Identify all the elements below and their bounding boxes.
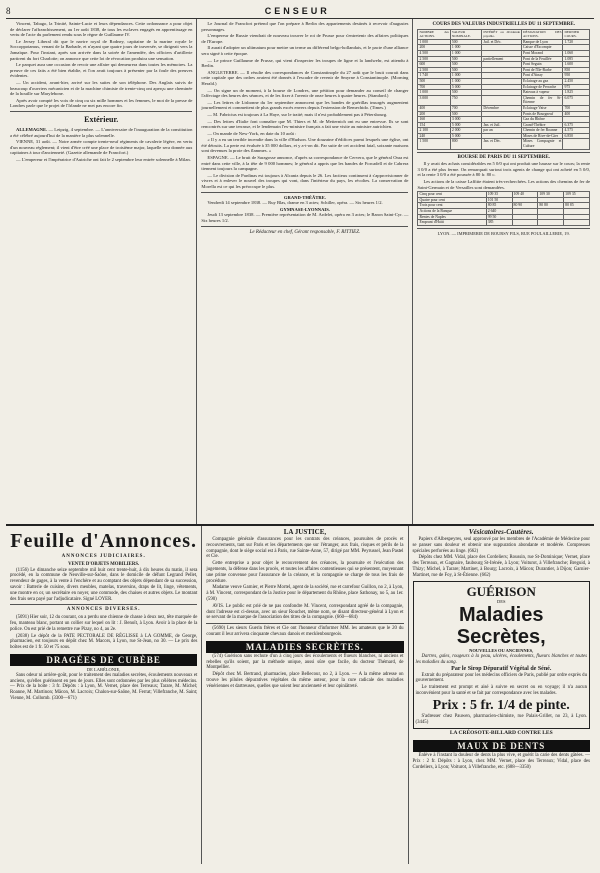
- table-cell: Jan. et Déc.: [482, 139, 522, 149]
- divider: [201, 192, 408, 193]
- table-cell: 500: [450, 67, 481, 73]
- guerison-des: DES: [496, 598, 506, 604]
- col-header: VALEUR NOMINALE.: [450, 29, 481, 39]
- theatre-heading: GRAND-THÉÂTRE.: [283, 194, 326, 200]
- ad-text: Sans odeur ni arrière-goût, pour le traitement des maladies secrètes, écoulements nouveaux et anciens, qu'elles guérissent en peu de jours. Elles sont ordonnées par les plus célèbres médecins. — Prix de la boîte : 3 fr. Dépôts : à Lyon, M. Vernet, place des Terreaux; Tarare, M. Michel; Roanne, M. Martinon; Mâcon, M. Lacroix; Chalon-sur-Saône, M. Ferrat; Villefranche, M. Saint; Vienne, M. Collomb. (3300—671): [10, 672, 198, 701]
- article-paragraph: — M. Fabricius est toujours à La Haye, sur le traité; mais il n'est probablement pas à Pétersbourg.: [207, 111, 388, 117]
- table-cell: 80 90: [512, 203, 538, 209]
- guerison-title: GUÉRISON: [466, 583, 536, 599]
- table-cell: Chemin de fer St-Étienne: [523, 95, 562, 105]
- table-cell: Cinq pour cent: [418, 192, 486, 198]
- masthead: [6, 4, 594, 19]
- ad-text: Extrait du préparateur pour les médecins officiers de Paris, publié par ordre exprès du gouvernement.: [415, 672, 587, 684]
- article-paragraph: VIENNE, 31 août. — Notre armée compte trente-neuf régiments de cavalerie légère, en vertu d'un nouveau règlement; il vient d'être créé une place de troisième major, laquelle sera donnée aux capitaines à tour d'ancienneté. (Gazette allemande de Francfort.): [10, 139, 193, 156]
- bourse-heading: BOURSE DE PARIS DU 11 SEPTEMBRE.: [457, 154, 550, 160]
- ads-column-2: [202, 526, 408, 864]
- gymnase-program: Jeudi 13 septembre 1838. — Première représentation de M. Ardelet, opéra en 3 actes; le Baron Saint-Cyr. — Six heures 1/2.: [201, 212, 409, 223]
- divider: [206, 623, 403, 624]
- stock-table-title: COURS DES VALEURS INDUSTRIELLES DU 11 SEPTEMBRE.: [432, 22, 575, 27]
- newspaper-title: CENSEUR: [264, 6, 330, 16]
- guerison-ad: [413, 581, 590, 730]
- col-header: INTÉRÊT ou dividende payable.: [483, 29, 521, 39]
- table-cell: Pont de l'Ile-Barbe: [522, 67, 563, 73]
- finance-column: [413, 19, 594, 524]
- ads-column-3: [409, 526, 594, 864]
- table-cell: 109 30: [538, 192, 564, 198]
- article-paragraph: Il aurait d'adopter un ultimatum pour mettre un terme au différend belgo-hollandais, et le pacte d'une alliance sera signé à cette époque.: [201, 45, 409, 56]
- table-cell: Gaz du Rhône: [522, 117, 563, 123]
- table-cell: 500: [418, 78, 450, 84]
- table-cell: [512, 220, 538, 226]
- table-cell: Jan. et Juil.: [482, 122, 522, 128]
- table-cell: Bateaux à vapeur: [522, 90, 563, 96]
- ad-text: S'adresser chez Pauwen, pharmacien-chimiste, rue Palais-Grillet, no 23, à Lyon. (3445): [415, 713, 587, 725]
- article-paragraph: ESPAGNE. — Le bruit de Saragosse annonce, d'après sa correspondance de Cervera, que le général Oraa est entré dans cette ville, à la tête de 9 000 hommes; le général a appris que les bandes de Forcadell et de Cabrera tiennent toujours la campagne.: [201, 155, 409, 172]
- news-section: [6, 19, 594, 526]
- article-paragraph: — L'empereur et l'impératrice d'Autriche ont fait le 2 septembre leur entrée solennelle à Milan.: [16, 156, 191, 162]
- table-cell: 800: [450, 139, 481, 149]
- col-header: DERNIER COURS.: [563, 29, 590, 39]
- table-cell: 2 640: [486, 209, 512, 215]
- article-paragraph: Vincent, Tabago, la Trinité, Sainte-Lucie et leurs dépendances. Cette ordonnance a pour objet de déclarer l'affranchissement, au 1er août 1838, de tous les esclaves engagés en apprentissage en vertu de l'acte du parlement rendu sous le règne de Guillaume IV.: [10, 21, 193, 38]
- table-cell: Pont d'Ainay: [522, 73, 563, 79]
- table-cell: [564, 220, 590, 226]
- printer-imprint: LYON. — IMPRIMERIE DE BOURSY FILS, RUE POULAILLERIE, 19.: [437, 230, 570, 236]
- diverses-subhead: ANNONCES DIVERSES.: [66, 607, 141, 613]
- ads-column-1: [6, 526, 202, 864]
- price-line: Prix : 5 fr. 1/4 de pinte.: [432, 697, 570, 713]
- article-paragraph: ANGLETERRE. — Il résulte des correspondances de Constantinople du 27 août que le bruit courait dans cette capitale que des ordres avaient été donnés à l'escadre de revenir de Smyrne à Constantinople. (Morning Herald.): [201, 69, 409, 86]
- ad-text: Le traitement est prompt et aisé à suivre en secret ou en voyage; il n'a aucun inconvénient pour la santé et se fait par correspondance avec les malades.: [415, 685, 587, 696]
- ad-text: AVIS. Le public est prié de ne pas confondre M. Vincent, correspondant agréé de la compagnie, dont l'adresse est ci-dessus, avec un sieur Rouchet, même nom, se disant directeur-général à Lyon et se servant de la marque de l'association des titres de la compagnie. (660—684): [206, 603, 404, 621]
- table-cell: 2 100: [418, 128, 450, 134]
- vesicatoires-heading: Vésicatoires-Cautères.: [468, 528, 534, 536]
- table-row: [418, 95, 590, 105]
- table-cell: 109 40: [512, 192, 538, 198]
- ad-text: Enlève à l'instant la douleur de dents la plus vive, et guérit la carie des dents gâtées. — Prix : 2 fr. Dépôts : à Lyon, chez MM. Vernet, place des Terreaux; Vidal, place des Cordeliers, à Lyon; Voiturot, à Villefranche, etc. (688—3350): [412, 753, 590, 770]
- divider: [417, 228, 590, 229]
- table-cell: Pont de la Feuillée: [522, 56, 563, 62]
- table-cell: 850: [563, 67, 590, 73]
- table-cell: Pont Morand: [522, 50, 563, 56]
- theatre-program: Vendredi 14 septembre 1838. — Ruy Blas, drame en 3 actes; Schiller, opéra. — Six heures 1/2.: [207, 200, 383, 206]
- table-cell: Décembre: [482, 105, 522, 111]
- table-cell: 1 500: [418, 139, 450, 149]
- table-cell: 80 85: [486, 203, 512, 209]
- table-cell: 600: [418, 62, 450, 68]
- table-cell: Trois pour cent: [418, 203, 486, 209]
- ad-text: Dartres, gales, rougeurs à la peau, ulcères, écoulements, flueurs blanches et toutes les maladies du sang.: [415, 654, 587, 665]
- country-heading: ALLEMAGNE.: [16, 126, 48, 132]
- ad-text: Madame veuve Garnier, et Pierre Mortel, agent de la société, rue et carrefour Guillon, no 2, à Lyon, à M. Vincent, correspondant de la Justice pour le département du Rhône, place Sathonay, no 5, au 1er. (590): [206, 585, 404, 602]
- creosote-heading: LA CRÉOSOTE-BILLARD CONTRE LES: [449, 730, 553, 737]
- table-cell: 6.375: [563, 122, 590, 128]
- maladies-title: Maladies Secrètes,: [456, 604, 546, 649]
- ad-text: Papiers d'Albespeyres, seul approuvé par les membres de l'Académie de Médecine pour se panser sans douleur et obtenir une suppuration abondante et modérée. Compresses spéciales perforées au linge. (662): [412, 537, 590, 554]
- col-header: NOMBRE des ACTIONS.: [419, 29, 449, 39]
- table-cell: 1 000: [450, 73, 481, 79]
- table-cell: 6.075: [563, 95, 590, 105]
- table-cell: 1 740: [418, 73, 450, 79]
- table-cell: 950: [563, 73, 590, 79]
- table-cell: 200: [418, 111, 450, 117]
- article-paragraph: Le Journal de Francfort prétend que l'on prépare à Berlin des appartements destinés à recevoir d'augustes personnages.: [201, 21, 409, 32]
- table-cell: 700: [418, 84, 450, 90]
- section-heading-exterieur: Extérieur.: [84, 114, 119, 124]
- newspaper-page: [6, 4, 594, 864]
- table-cell: 400: [563, 111, 590, 117]
- table-cell: 975: [563, 84, 590, 90]
- vente-heading: VENTE D'OBJETS MOBILIERS.: [68, 561, 140, 567]
- stock-table: [417, 29, 590, 150]
- sirop-line: Par le Sirop Dépuratif Végétal de Séné.: [451, 665, 552, 672]
- ad-text: Cette entreprise a pour objet le recouvrement des créances, la poursuite et l'exécution des jugements, la défense dans les procès, et toutes les affaires contentieuses qui se présentent, moyennant une prime convenue pour l'assurance de la créance, et la compagnie se charge de tous les frais de procédure.: [206, 561, 404, 584]
- table-cell: 4 500: [418, 50, 450, 56]
- bourse-text: Les actions de la caisse Laffitte étaient très-recherchées. Les actions des chemins de fer de Saint-Germain et de Versailles sont demandées.: [417, 179, 590, 190]
- article-paragraph: — Les lettres de Lisbonne du 1er septembre annoncent que les bandes de guérillas insurgés augmentent journellement et commettent de plus grands excès envers depuis l'extension de Remechido. (Times.): [201, 99, 409, 111]
- table-cell: Chemin de fer Roanne: [522, 128, 563, 134]
- news-column-2: [197, 19, 413, 524]
- table-cell: Eclairage de Perrache: [522, 84, 563, 90]
- ad-text: Dépôt chez M. Bertrand, pharmacien, place Bellecour, no 2, à Lyon. — A la même adresse on trouve les pilules dépuratives végétales du même auteur, pour la cure radicale des maladies vénériennes et dartreuses, quelles que soient leur ancienneté et leur opiniâtreté.: [206, 672, 404, 689]
- table-cell: 2 500: [418, 67, 450, 73]
- table-cell: Emprunt d'Haïti: [418, 220, 486, 226]
- table-cell: 1.720: [563, 39, 590, 45]
- stock-table-body: [418, 39, 590, 149]
- table-cell: 400: [418, 105, 450, 111]
- table-cell: Mines Compagnie et Culture: [523, 139, 562, 149]
- table-cell: 500: [450, 56, 481, 62]
- table-row: [418, 139, 590, 149]
- article-paragraph: — Leipzig, 4 septembre. — L'anniversaire de l'inauguration de la constitution a été célébré aujourd'hui de la manière la plus solennelle.: [10, 126, 193, 138]
- table-cell: 385: [486, 220, 512, 226]
- ad-text: (2038) Le dépôt de la PATE PECTORALE DE RÉGLISSE à LA GOMME, de George, pharmacien, est toujours en dépôt chez M. Macors, à Lyon, rue St-Jean, no 30. — Le prix des boîtes est de 1 fr. 50 et 75 sous.: [10, 633, 198, 651]
- article-paragraph: Le Jersey Liberal dit que le navire royal de Rodney, capitaine de la marine royale le Soccoppotamus, venant de la Barbade, et n'ayant que quatre jours de traversée, se dirigeait vers la Jamaïque. Pour l'instant, après son arrivée dans la soirée de l'amendée, des officiers d'artillerie partirent du fort Charlotte; on annonce que cette loi de révocation produira une sensation.: [10, 38, 193, 61]
- table-cell: Mines de Rive-de-Gier: [522, 133, 563, 139]
- table-cell: 2 000: [450, 128, 481, 134]
- table-cell: [482, 95, 522, 105]
- table-cell: 3 000: [450, 117, 481, 123]
- table-cell: 500: [450, 62, 481, 68]
- table-cell: [563, 139, 590, 149]
- maladies-banner: MALADIES SECRÈTES.: [206, 641, 403, 653]
- table-cell: 1.600: [563, 62, 590, 68]
- table-cell: 3 000: [418, 95, 450, 105]
- table-cell: 4.575: [563, 128, 590, 134]
- news-column-1: [6, 19, 197, 524]
- divider: [417, 152, 590, 153]
- article-paragraph: — On mande de New-York, en date du 10 août :: [207, 130, 297, 136]
- table-cell: 500: [450, 111, 481, 117]
- table-cell: 750: [450, 95, 481, 105]
- ad-text: (5690) Les sieurs Guerin frères et Cie ont l'honneur d'informer MM. les amateurs que le 20 du courant il leur arrivera cinquante chevaux danois et mecklenbourgeois.: [206, 626, 404, 637]
- nouvelles-line: NOUVELLES OU ANCIENNES,: [469, 648, 534, 654]
- table-cell: 1 000: [450, 50, 481, 56]
- article-paragraph: — Un accident, avant-hier, arrivé sur les suites de son téléphone. Des Anglais suivis de beaucoup d'ouvriers mécanicien et de la machine chimiste de trente-cinq ont aperçu une cheminée de la houille sur Marylebone.: [10, 79, 193, 97]
- table-cell: 1 000: [418, 39, 450, 45]
- ad-text: Dépôts chez MM. Vidal, place des Cordeliers; Roussin, rue St-Dominique; Vernet, place des Terreaux, et Gagnaire, faubourg St-Irénée, à Lyon; Voiturot, à Villefranche; Breguid, à Thizy; Michel, à Tarare; Martinet, à Bourg; Lacroix, à Mâcon; Durantier, à Dijon; Garnier-Martinet, rue de Foy, à St-Étienne. (662): [412, 555, 590, 578]
- table-cell: Banque de Lyon: [522, 39, 563, 45]
- table-cell: 99 50: [486, 214, 512, 220]
- table-cell: 500: [450, 90, 481, 96]
- table-cell: 109 35: [486, 192, 512, 198]
- ad-text: (5091) Hier soir, 12 du courant, on a perdu une chienne de chasse à deux nez, tête marquée de feu, manteau blanc, portant un collier sur lequel on lit : J. Benoît, à Lyon. Avoir à la place de la police. On est prié de la remettre rue Pizay, no 4, au 2e.: [10, 615, 198, 632]
- table-cell: Pont Seguin: [522, 62, 563, 68]
- table-cell: 1.085: [563, 56, 590, 62]
- article-paragraph: « Il y a eu un terrible incendie dans la ville d'Hudson. Une douzaine d'édifices parmi lesquels une église, ont été détruits. La perte est évaluée à 35 000 dollars, et y a-t-on dit. Par suite de cet accident fatal, soixante maisons sont devenues la proie des flammes. »: [201, 137, 409, 154]
- table-cell: Rentes de Naples: [418, 214, 486, 220]
- bourse-text: Il y avait des achats considérables en 5 0/0 qui ont produit une hausse sur le cours; la rente 3 0/0 a été plus ferme. On remarquait surtout trois agents de change qui ont acheté en 5 0/0, et la rente 3 0/0 a été poussée à 80 fr. 80 c.: [417, 161, 590, 178]
- divider: [201, 226, 408, 227]
- maux-de-dents-banner: MAUX DE DENTS: [413, 740, 590, 752]
- table-cell: 109 35: [564, 192, 590, 198]
- table-cell: 6.850: [563, 133, 590, 139]
- table-cell: [538, 220, 564, 226]
- table-cell: 1 000: [418, 90, 450, 96]
- table-cell: Ponts de Bourgneuf: [522, 111, 563, 117]
- justice-heading: LA JUSTICE,: [283, 528, 327, 536]
- table-cell: 1.825: [563, 90, 590, 96]
- ad-text: Compagnie générale d'assurances pour les contrats des créances, poursuites de procès et recouvrements, tant sur Paris et les départements que sur l'étranger, aux frais, risques et périls de la compagnie, dont le siège social est à Paris, rue Sainte-Anne, 57, dirigé par MM. Peyrussel, Jean Pastel et Cie.: [206, 537, 404, 560]
- table-cell: 1 000: [450, 45, 481, 51]
- dragees-banner: DRAGÉES DE CUBÈBE: [10, 654, 197, 666]
- table-cell: par an: [482, 128, 522, 134]
- table-cell: 80 85: [564, 203, 590, 209]
- advertisements-section: [6, 526, 594, 864]
- table-cell: 5 000: [450, 122, 481, 128]
- divider: [10, 111, 192, 112]
- table-cell: Juil. et Déc.: [482, 39, 522, 45]
- table-cell: 1 000: [450, 78, 481, 84]
- cours-table: [417, 191, 590, 226]
- table-cell: Caisse d'Escompte: [522, 45, 563, 51]
- table-cell: 80 80: [538, 203, 564, 209]
- article-paragraph: — Le prince Guillaume de Prusse, qui vient d'inspecter les troupes de ligne et la landwehr, est attendu à Berlin.: [201, 57, 409, 69]
- table-cell: 1.060: [563, 50, 590, 56]
- divider: [10, 604, 197, 605]
- table-cell: Grand-Théâtre: [522, 122, 563, 128]
- table-cell: 5 000: [450, 84, 481, 90]
- editor-signature: Le Rédacteur en chef, Gérant responsable, F. RITTIEZ.: [249, 229, 361, 235]
- article-paragraph: Après avoir compté les voix de cinq ou six mille hommes et les femmes, le mot de la presse de Londres parle que le projet de l'Irlande ne met pas encore fin.: [10, 97, 193, 109]
- table-cell: 240: [418, 133, 450, 139]
- article-paragraph: — Le division de Pardinas est toujours à Alcaniz depuis le 26. Les factieux continuent à s'approvisionner de vivres et à enlever le nouvel des troupes qui vont, dans l'intérieur du pays, les récoltes. La conservation de Morella est ce qui les préoccupe le plus.: [201, 172, 409, 190]
- table-cell: 2 500: [418, 56, 450, 62]
- table-cell: 200: [418, 45, 450, 51]
- table-cell: Eclairage au gaz: [522, 78, 563, 84]
- gymnase-heading: GYMNASE-LYONNAIS.: [279, 206, 330, 212]
- ad-text: (574) Guérison sans rechute d'un à cinq jours des écoulements et flueurs blanches, ni anciens et rebelles qu'ils soient, par la méthode unique, aussi sûre que facile, du docteur Thémard, de Montpellier.: [206, 653, 404, 671]
- table-cell: 160: [418, 117, 450, 123]
- dragees-sub: DE LABÉLONIE,: [86, 666, 121, 672]
- article-paragraph: L'empereur de Russie viendrait de nouveau trouver le roi de Prusse pour s'entretenir des affaires politiques de l'Europe.: [201, 33, 409, 44]
- article-paragraph: Le parquet aura une occasion de revoir une affaire qui demeurera dans toutes les mémoires. La preuve de ces faits a été bien établie, et l'on avait toujours à présenter par la foule des preuves évidentes.: [10, 62, 193, 79]
- table-cell: 700: [563, 105, 590, 111]
- table-cell: 700: [450, 105, 481, 111]
- page-number: 8: [6, 6, 11, 16]
- table-cell: Quatre pour cent: [418, 197, 486, 203]
- table-cell: 154: [418, 122, 450, 128]
- table-cell: 500: [450, 39, 481, 45]
- table-cell: 5 000: [450, 133, 481, 139]
- table-cell: Eclairage Vaise: [522, 105, 563, 111]
- table-row: [418, 220, 590, 226]
- article-paragraph: — Des lettres d'Italie font connaître que M. Thiers et M. de Metternich ont eu une entrevue. Ils se sont rencontrés sur une terrasse, et le lendemain l'ex-ministre français a fait une visite au ministre autrichien.: [201, 118, 409, 130]
- feuille-annonces-title: Feuille d'Annonces.: [10, 530, 198, 552]
- stock-table-header-row: [418, 29, 590, 39]
- table-cell: 101 50: [486, 197, 512, 203]
- table-cell: partiellement: [482, 56, 522, 62]
- col-header: DÉSIGNATION DES ACTIONS.: [523, 29, 562, 39]
- cours-table-body: [418, 192, 590, 226]
- ad-text: (1156) Le dimanche seize septembre mil huit cent trente-huit, à dix heures du matin, il sera procédé, en la commune de Neuville-sur-Saône, dans le domicile de défunt Legrand Pellet, revendeur de gages, à la vente à l'enchère et au comptant des objets dépendant de sa succession, savoir : Batterie de cuisine, divers meubles, matelas, traversins, draps de lit, linge, vêtements, une montre en or, un secrétaire en noyer, une commode, des chaises et autres objets. Le montant des frais sera payé par l'adjudicataire. Signé LOYER.: [10, 567, 198, 602]
- table-cell: Actions de la Banque: [418, 209, 486, 215]
- judicial-subhead: ANNONCES JUDICIAIRES.: [61, 554, 146, 559]
- table-cell: 2.450: [563, 78, 590, 84]
- article-paragraph: — On signe un de moment, à la bourse de Londres, une pétition pour demander au conseil de changer l'affectage des heures des séances, et de les fixer à l'avenir de onze heures à quatre heures. (Standard.): [201, 87, 409, 99]
